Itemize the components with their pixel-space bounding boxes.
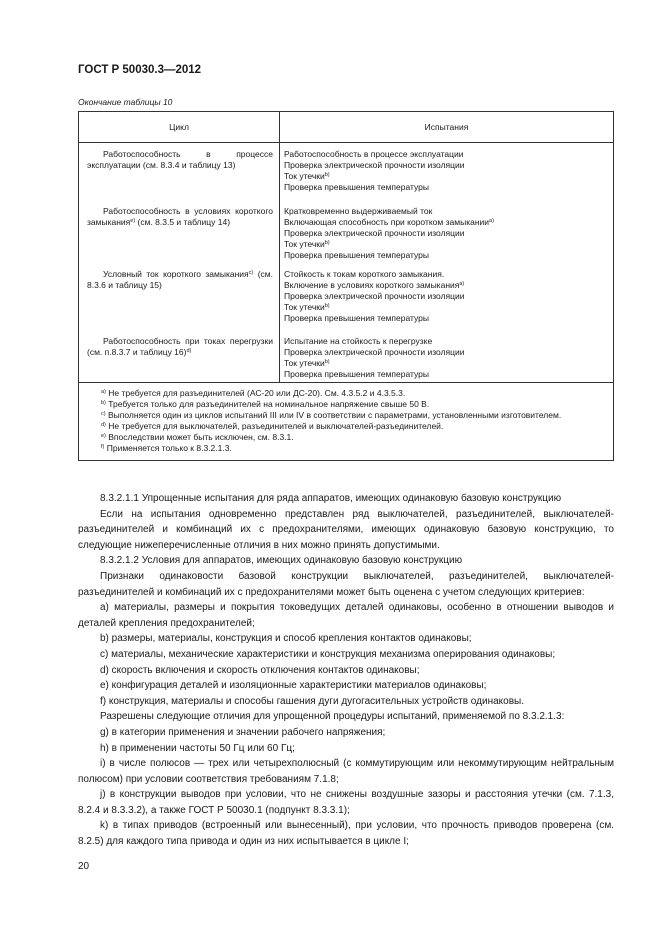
tests-group — [284, 206, 609, 269]
footnote: $^{c)}$ Выполняется один из циклов испытаний III или IV в соответствии с параметрами, установленными изготовителем. — [101, 410, 562, 420]
cycle-entry — [87, 269, 273, 336]
page-number: 20 — [78, 861, 90, 872]
cycle-text-tail: (см. 8.3.5 и таблицу 14) — [135, 217, 231, 227]
cycle-note-mark: d) — [186, 348, 192, 354]
test-line: Ток утечки$^{b)}$ — [284, 239, 330, 249]
paragraph: Разрешены следующие отличия для упрощенной процедуры испытаний, применяемой по 8.3.2.1.3: — [100, 711, 565, 723]
cycle-note-mark: е) — [130, 218, 136, 224]
list-item: h) в применении частоты 50 Гц или 60 Гц; — [100, 742, 295, 754]
footnote: $^{d)}$ Не требуется для выключателей, разъединителей и выключателей-разъединителей. — [101, 421, 444, 431]
paragraph: Если на испытания одновременно представлен ряд выключателей, разъединителей, выключателей-разъединителей и комбинаций их с предохранителями, имеющих одинаковую базовую конструкцию, то следующие нижеперечисленные отличия в них можно принять допустимыми. — [78, 508, 614, 551]
test-line: Ток утечки$^{b)}$ — [284, 358, 330, 368]
list-item: i) в числе полюсов — трех или четырехполюсный (с коммутирующим или некоммутирующим нейтральным полюсом) при условии соответствия требованиям 7.1.8; — [78, 758, 614, 785]
list-item: c) материалы, механические характеристики и конструкция механизма оперирования одинаковы; — [100, 648, 556, 660]
paragraph: 8.3.2.1.1 Упрощенные испытания для ряда аппаратов, имеющих одинаковую базовую конструкцию — [100, 493, 562, 504]
list-item: e) конфигурация деталей и изоляционные характеристики материалов одинаковы; — [100, 680, 487, 692]
tests-group — [284, 269, 609, 336]
list-item: j) в конструкции выводов при условии, что не снижены воздушные зазоры и расстояния утечки (см. 7.1.3, 8.2.4 и 8.3.3.2), а также ГОСТ Р 50030.1 (подпункт 8.3.3.1); — [78, 789, 614, 816]
list-item: d) скорость включения и скорость отключения контактов одинаковы; — [100, 664, 420, 676]
table-notes-row — [79, 383, 614, 461]
test-line: Проверка превышения температуры — [284, 369, 430, 379]
table-notes — [79, 383, 614, 461]
document-header: ГОСТ Р 50030.3—2012 — [78, 64, 202, 76]
cycle-note-mark: с) — [248, 270, 254, 276]
list-item: g) в категории применения и значении рабочего напряжения; — [100, 726, 386, 738]
test-line: Проверка электрической прочности изоляции — [284, 347, 465, 357]
test-line: Работоспособность в процессе эксплуатации — [284, 149, 464, 159]
tests-group — [284, 149, 609, 206]
test-line: Проверка превышения температуры — [284, 182, 430, 192]
footnote: $^{f)}$ Применяется только к 8.3.2.1.3. — [101, 443, 232, 453]
table-row-body — [79, 143, 614, 383]
test-line: Проверка электрической прочности изоляции — [284, 160, 465, 170]
paragraph: 8.3.2.1.2 Условия для аппаратов, имеющих одинаковую базовую конструкцию — [100, 555, 463, 567]
test-line: Включающая способность при коротком замыкании$^{a)}$ — [284, 217, 494, 227]
cycle-text-tail: (см. 8.3.6 и таблицу 15) — [87, 269, 273, 290]
cycle-entry — [87, 336, 273, 358]
test-line: Стойкость к токам короткого замыкания. — [284, 269, 445, 279]
cycle-entry — [87, 149, 273, 206]
column-header-tests: Испытания — [280, 112, 614, 143]
list-item: a) материалы, размеры и покрытия токоведущих деталей одинаковы, особенно в отношении выводов и деталей крепления предохранителей; — [78, 602, 614, 629]
footnote: $^{a)}$ Не требуется для разъединителей (АС-20 или ДС-20). См. 4.3.5.2 и 4.3.5.3. — [101, 388, 406, 398]
cycle-column — [79, 143, 280, 383]
paragraph: Признаки одинаковости базовой конструкции выключателей, разъединителей, выключателей-разъединителей и комбинаций их с предохранителями может быть оценена с учетом следующих критериев: — [78, 570, 614, 598]
test-line: Включение в условиях короткого замыкания$^{a)}$ — [284, 280, 465, 290]
footnote: $^{b)}$ Требуется только для разъединителей на номинальное напряжение свыше 50 В. — [101, 399, 430, 409]
tests-column — [280, 143, 614, 383]
body-text — [78, 491, 614, 850]
tests-group — [284, 336, 609, 380]
list-item: k) в типах приводов (встроенный или вынесенный), при условии, что прочность приводов проверена (см. 8.2.5) для каждого типа привода и один из них испытывается в цикле I; — [78, 820, 614, 848]
cycle-entry — [87, 206, 273, 269]
list-item: b) размеры, материалы, конструкция и способ крепления контактов одинаковы; — [100, 633, 472, 645]
test-line: Проверка электрической прочности изоляции — [284, 228, 465, 238]
tests-table — [78, 111, 614, 461]
test-line: Испытание на стойкость к перегрузке — [284, 336, 433, 346]
column-header-cycle: Цикл — [79, 112, 280, 143]
test-line: Кратковременно выдерживаемый ток — [284, 206, 433, 216]
footnote: $^{e)}$ Впоследствии может быть исключен, см. 8.3.1. — [101, 432, 294, 442]
list-item: f) конструкция, материалы и способы гашения дуги дугогасительных устройств одинаковы. — [100, 695, 524, 707]
cycle-text: Условный ток короткого замыкания — [103, 269, 249, 279]
test-line: Проверка превышения температуры — [284, 313, 430, 323]
test-line: Ток утечки$^{b)}$ — [284, 171, 330, 181]
table-caption: Окончание таблицы 10 — [78, 97, 173, 107]
test-line: Ток утечки$^{b)}$ — [284, 302, 330, 312]
cycle-text: Работоспособность в процессе эксплуатации (см. 8.3.4 и таблицу 13) — [87, 149, 273, 170]
cycle-text: Работоспособность в условиях короткого замыкания — [87, 206, 273, 227]
table-header-row — [79, 112, 614, 143]
test-line: Проверка превышения температуры — [284, 250, 430, 260]
test-line: Проверка электрической прочности изоляции — [284, 291, 465, 301]
cycle-text: Работоспособность при токах перегрузки (см. п.8.3.7 и таблицу 16) — [87, 336, 273, 357]
